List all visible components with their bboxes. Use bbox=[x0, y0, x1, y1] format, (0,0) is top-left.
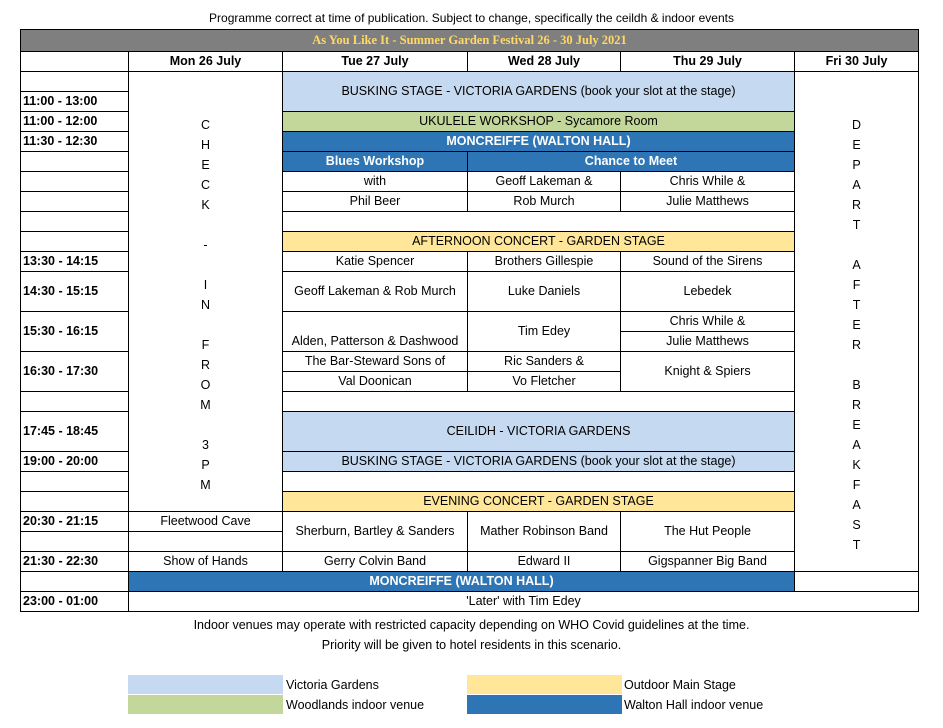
event-cell: Phil Beer bbox=[283, 192, 468, 212]
monday-vertical-letter: E bbox=[201, 157, 210, 172]
friday-vertical-letter: B bbox=[852, 377, 861, 392]
friday-vertical-letter: R bbox=[852, 197, 862, 212]
event-cell: Ric Sanders & bbox=[468, 352, 621, 372]
event-cell: Katie Spencer bbox=[283, 252, 468, 272]
event-cell: Lebedek bbox=[621, 272, 795, 312]
legend-swatch-walton bbox=[467, 695, 622, 714]
friday-vertical-letter: T bbox=[852, 217, 861, 232]
empty-cell bbox=[129, 532, 283, 552]
monday-vertical-letter: F bbox=[201, 337, 210, 352]
friday-vertical-letter: T bbox=[852, 297, 861, 312]
empty-cell bbox=[283, 212, 795, 232]
empty-cell bbox=[795, 572, 919, 592]
monday-vertical-letter: O bbox=[200, 377, 211, 392]
friday-vertical-letter: R bbox=[852, 397, 862, 412]
day-header-mon: Mon 26 July bbox=[129, 52, 283, 72]
friday-vertical-letter: A bbox=[852, 257, 861, 272]
legend-swatch-victoria bbox=[128, 675, 283, 694]
monday-vertical-letter: C bbox=[200, 177, 211, 192]
legend-swatch-outdoor bbox=[467, 675, 622, 694]
time-cell bbox=[21, 72, 129, 92]
friday-vertical-letter: A bbox=[852, 437, 861, 452]
event-cell: Julie Matthews bbox=[621, 192, 795, 212]
event-cell: Chris While & bbox=[621, 312, 795, 332]
empty-cell bbox=[283, 392, 795, 412]
bottom-note-priority: Priority will be given to hotel residents in this scenario. bbox=[321, 638, 622, 652]
event-cell: Rob Murch bbox=[468, 192, 621, 212]
friday-vertical-letter bbox=[795, 236, 918, 256]
friday-vertical-letter: R bbox=[852, 337, 862, 352]
evening-concert-banner: EVENING CONCERT - GARDEN STAGE bbox=[283, 492, 795, 512]
monday-vertical-letter bbox=[129, 416, 282, 436]
time-cell: 13:30 - 14:15 bbox=[21, 252, 129, 272]
friday-depart-column bbox=[795, 72, 919, 572]
time-cell: 17:45 - 18:45 bbox=[21, 412, 129, 452]
event-cell: Fleetwood Cave bbox=[129, 512, 283, 532]
busking-stage-evening: BUSKING STAGE - VICTORIA GARDENS (book your slot at the stage) bbox=[283, 452, 795, 472]
event-cell: Julie Matthews bbox=[621, 332, 795, 352]
friday-vertical-letter: K bbox=[852, 457, 861, 472]
time-cell: 15:30 - 16:15 bbox=[21, 312, 129, 352]
monday-vertical-letter: P bbox=[201, 457, 210, 472]
monday-vertical-letter: K bbox=[201, 197, 210, 212]
monday-vertical-letter: I bbox=[203, 277, 208, 292]
friday-vertical-letter: E bbox=[852, 417, 861, 432]
friday-vertical-letter: S bbox=[852, 517, 861, 532]
top-note: Programme correct at time of publication. Subject to change, specifically the ceildh & indoor events bbox=[209, 11, 734, 25]
time-cell bbox=[21, 172, 129, 192]
friday-vertical-letter: F bbox=[852, 277, 861, 292]
event-cell: Luke Daniels bbox=[468, 272, 621, 312]
event-cell: Tim Edey bbox=[468, 312, 621, 352]
monday-checkin-column bbox=[129, 72, 283, 512]
event-cell: Knight & Spiers bbox=[621, 352, 795, 392]
time-cell: 11:30 - 12:30 bbox=[21, 132, 129, 152]
festival-title: As You Like It - Summer Garden Festival 26 - 30 July 2021 bbox=[21, 30, 919, 52]
chance-to-meet-header: Chance to Meet bbox=[468, 152, 795, 172]
blues-workshop-header: Blues Workshop bbox=[283, 152, 468, 172]
monday-vertical-letter: N bbox=[200, 297, 211, 312]
monday-vertical-letter bbox=[129, 256, 282, 276]
time-cell bbox=[21, 152, 129, 172]
busking-stage-morning: BUSKING STAGE - VICTORIA GARDENS (book your slot at the stage) bbox=[283, 72, 795, 112]
monday-vertical-letter bbox=[129, 316, 282, 336]
time-cell: 14:30 - 15:15 bbox=[21, 272, 129, 312]
event-cell: Gigspanner Big Band bbox=[621, 552, 795, 572]
monday-vertical-letter: M bbox=[200, 477, 211, 492]
friday-vertical-letter: F bbox=[852, 477, 861, 492]
legend-label-victoria: Victoria Gardens bbox=[286, 678, 379, 692]
moncreiffe-banner: MONCREIFFE (WALTON HALL) bbox=[283, 132, 795, 152]
day-header-thu: Thu 29 July bbox=[621, 52, 795, 72]
friday-vertical-letter bbox=[795, 356, 918, 376]
monday-vertical-letter: M bbox=[200, 397, 211, 412]
time-cell: 16:30 - 17:30 bbox=[21, 352, 129, 392]
time-cell bbox=[21, 492, 129, 512]
ceilidh-banner: CEILIDH - VICTORIA GARDENS bbox=[283, 412, 795, 452]
empty-cell bbox=[283, 472, 795, 492]
schedule-table bbox=[20, 29, 919, 612]
event-cell: Val Doonican bbox=[283, 372, 468, 392]
event-cell: Geoff Lakeman & bbox=[468, 172, 621, 192]
event-cell: with bbox=[283, 172, 468, 192]
time-cell: 11:00 - 13:00 bbox=[21, 92, 129, 112]
event-cell: Geoff Lakeman & Rob Murch bbox=[283, 272, 468, 312]
monday-vertical-letter: R bbox=[200, 357, 211, 372]
ukulele-workshop: UKULELE WORKSHOP - Sycamore Room bbox=[283, 112, 795, 132]
time-cell: 19:00 - 20:00 bbox=[21, 452, 129, 472]
event-cell: The Bar-Steward Sons of bbox=[283, 352, 468, 372]
event-cell: Chris While & bbox=[621, 172, 795, 192]
time-header bbox=[21, 52, 129, 72]
afternoon-concert-banner: AFTERNOON CONCERT - GARDEN STAGE bbox=[283, 232, 795, 252]
monday-vertical-letter: C bbox=[200, 117, 211, 132]
day-header-wed: Wed 28 July bbox=[468, 52, 621, 72]
time-cell bbox=[21, 472, 129, 492]
time-cell bbox=[21, 192, 129, 212]
event-cell: Sound of the Sirens bbox=[621, 252, 795, 272]
monday-vertical-letter: H bbox=[200, 137, 211, 152]
friday-vertical-letter: T bbox=[852, 537, 861, 552]
friday-vertical-letter: P bbox=[852, 157, 861, 172]
day-header-fri: Fri 30 July bbox=[795, 52, 919, 72]
event-cell: Sherburn, Bartley & Sanders bbox=[283, 512, 468, 552]
time-cell bbox=[21, 212, 129, 232]
monday-vertical-letter: - bbox=[203, 237, 208, 252]
event-cell: Edward II bbox=[468, 552, 621, 572]
friday-vertical-letter: A bbox=[852, 177, 861, 192]
moncreiffe-late-banner: MONCREIFFE (WALTON HALL) bbox=[129, 572, 795, 592]
time-cell bbox=[21, 532, 129, 552]
time-cell: 23:00 - 01:00 bbox=[21, 592, 129, 612]
legend-label-outdoor: Outdoor Main Stage bbox=[624, 678, 736, 692]
event-cell: Brothers Gillespie bbox=[468, 252, 621, 272]
time-cell: 20:30 - 21:15 bbox=[21, 512, 129, 532]
bottom-note-capacity: Indoor venues may operate with restricted capacity depending on WHO Covid guidelines at the time. bbox=[193, 618, 750, 632]
legend-label-woodlands: Woodlands indoor venue bbox=[286, 698, 425, 712]
event-cell: Show of Hands bbox=[129, 552, 283, 572]
monday-vertical-letter: 3 bbox=[202, 437, 209, 452]
time-cell: 11:00 - 12:00 bbox=[21, 112, 129, 132]
day-header-tue: Tue 27 July bbox=[283, 52, 468, 72]
event-cell: Vo Fletcher bbox=[468, 372, 621, 392]
legend-label-walton: Walton Hall indoor venue bbox=[624, 698, 764, 712]
legend-swatch-woodlands bbox=[128, 695, 283, 714]
time-cell bbox=[21, 392, 129, 412]
event-cell: The Hut People bbox=[621, 512, 795, 552]
friday-vertical-letter: D bbox=[852, 117, 862, 132]
friday-vertical-letter: A bbox=[852, 497, 861, 512]
time-cell bbox=[21, 572, 129, 592]
event-cell: Gerry Colvin Band bbox=[283, 552, 468, 572]
time-cell bbox=[21, 232, 129, 252]
monday-vertical-letter bbox=[129, 216, 282, 236]
friday-vertical-letter: E bbox=[852, 317, 861, 332]
event-cell: Mather Robinson Band bbox=[468, 512, 621, 552]
event-cell: 'Later' with Tim Edey bbox=[129, 592, 919, 612]
friday-vertical-letter: E bbox=[852, 137, 861, 152]
event-cell: Alden, Patterson & Dashwood bbox=[283, 312, 468, 352]
time-cell: 21:30 - 22:30 bbox=[21, 552, 129, 572]
